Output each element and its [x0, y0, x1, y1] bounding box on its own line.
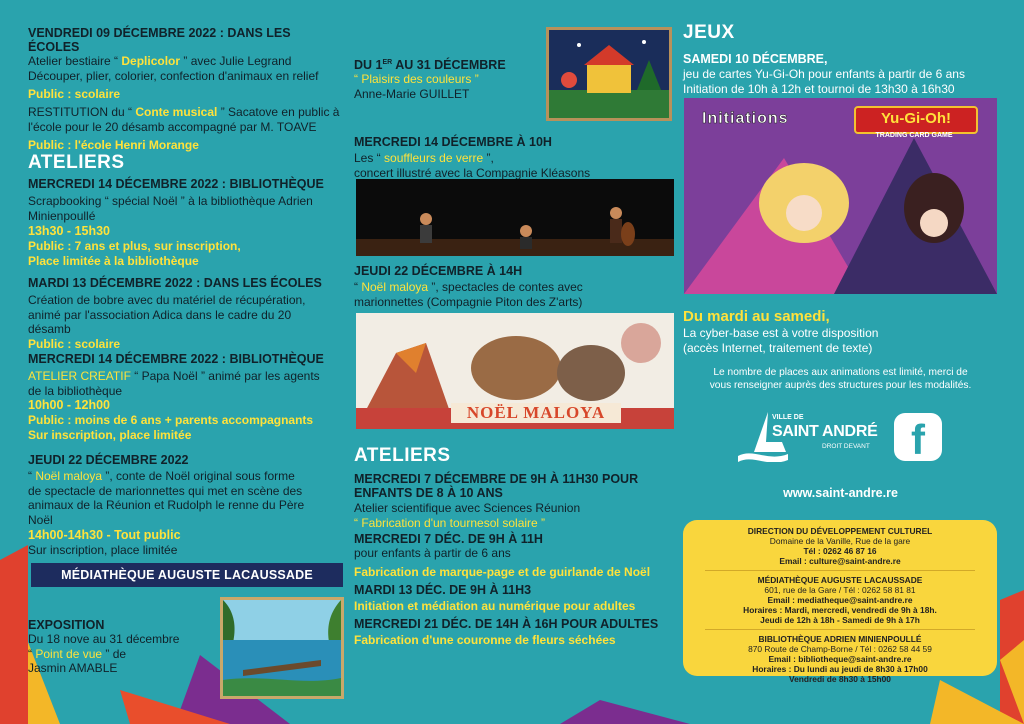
- event-title: MERCREDI 7 DÉCEMBRE DE 9H À 11H30 POUR: [354, 472, 639, 486]
- image-caption: NOËL MALOYA: [451, 403, 621, 423]
- logo-name: SAINT ANDRÉ: [772, 423, 878, 440]
- divider: [705, 629, 975, 630]
- event-line: marionnettes (Compagnie Piton des Z'arts): [354, 294, 583, 309]
- workshop-2: [354, 532, 676, 580]
- exposition-painting-image: [220, 597, 344, 699]
- event-title: EXPOSITION: [28, 618, 105, 632]
- event-line: “ Noël maloya ”, conte de Noël original sous forme: [28, 469, 295, 483]
- info-line: Domaine de la Vanille, Rue de la gare: [769, 536, 911, 546]
- section-title-ateliers: ATELIERS: [28, 152, 125, 173]
- event-line: Les “ souffleurs de verre ”,: [354, 151, 494, 165]
- event-line: concert illustré avec la Compagnie Kléasons: [354, 165, 591, 180]
- event-time: 10h00 - 12h00: [28, 398, 110, 412]
- event-line: Atelier bestiaire “ Deplicolor ” avec Julie Legrand: [28, 54, 292, 68]
- event-title: MERCREDI 14 DÉCEMBRE 2022 : BIBLIOTHÈQUE: [28, 352, 324, 366]
- event-line: Initiation de 10h à 12h et tournoi de 13h30 à 16h30: [683, 81, 955, 96]
- facebook-glyph: f: [911, 416, 925, 463]
- workshop-1: [354, 472, 676, 530]
- event-title: MERCREDI 21 DÉC. DE 14H À 16H POUR ADULTES: [354, 617, 659, 631]
- event-line: “ Point de vue ” de: [28, 646, 127, 661]
- yugioh-poster-image: [684, 98, 997, 294]
- atelier-4: [28, 453, 343, 558]
- event-author: Anne-Marie GUILLET: [354, 86, 470, 101]
- public-label: Public : scolaire: [28, 87, 121, 101]
- info-line: Jeudi de 12h à 18h - Samedi de 9h à 17h: [760, 615, 920, 625]
- facebook-icon[interactable]: [894, 413, 942, 461]
- inscription-label: Sur inscription, place limitée: [28, 543, 178, 557]
- event-line: La cyber-base est à votre disposition: [683, 326, 879, 340]
- jeux-yugioh: [683, 52, 998, 96]
- schools-event-1: [28, 26, 343, 153]
- cyber-title: Du mardi au samedi,: [683, 308, 830, 325]
- mediatheque-title: MÉDIATHÈQUE AUGUSTE LACAUSSADE: [757, 575, 923, 585]
- noel-maloya-image: [356, 313, 674, 429]
- info-line: 870 Route de Champ-Borne / Tél : 0262 58 44 59: [748, 644, 932, 654]
- website-link[interactable]: www.saint-andre.re: [783, 486, 898, 500]
- cyber-base-block: [683, 308, 998, 355]
- event-title: SAMEDI 10 DÉCEMBRE,: [683, 52, 828, 66]
- event-title: MERCREDI 14 DÉCEMBRE 2022 : BIBLIOTHÈQUE: [28, 177, 324, 191]
- email-link[interactable]: Email : culture@saint-andre.re: [779, 556, 901, 566]
- event-line: désamb: [28, 322, 71, 336]
- event-time: 14h00-14h30 - Tout public: [28, 528, 181, 542]
- email-link[interactable]: Email : bibliotheque@saint-andre.re: [768, 654, 912, 664]
- concert-souffleurs: [354, 135, 676, 180]
- event-line: Création de bobre avec du matériel de récupération,: [28, 293, 306, 307]
- event-title: DU 1ER AU 31 DÉCEMBRE: [354, 58, 506, 73]
- event-line: Atelier scientifique avec Sciences Réunion: [354, 501, 581, 515]
- yugioh-logo: Yu-Gi-Oh!: [854, 106, 978, 134]
- carousel-painting-image: [546, 27, 672, 121]
- column-left: [28, 0, 343, 724]
- event-line: ATELIER CREATIF “ Papa Noël ” animé par les agents: [28, 369, 320, 383]
- concert-photo-image: [356, 179, 674, 256]
- event-line: jeu de cartes Yu-Gi-Oh pour enfants à partir de 6 ans: [683, 67, 965, 81]
- event-title: ENFANTS DE 8 À 10 ANS: [354, 486, 503, 500]
- note-line: vous renseigner auprès des structures pour les modalités.: [709, 380, 972, 391]
- email-link[interactable]: Email : mediatheque@saint-andre.re: [767, 595, 913, 605]
- event-line: Minienpoullé: [28, 208, 96, 223]
- note-line: Le nombre de places aux animations est limité, merci de: [713, 367, 968, 378]
- event-line: de la bibliothèque: [28, 383, 123, 398]
- event-title: MARDI 13 DÉC. DE 9H À 11H3: [354, 583, 532, 597]
- divider: [705, 570, 975, 571]
- saint-andre-logo[interactable]: [738, 410, 878, 470]
- event-line: Scrapbooking “ spécial Noël ” à la bibliothèque Adrien: [28, 194, 313, 208]
- event-line: animé par l'association Adica dans le cadre du 20: [28, 307, 292, 322]
- atelier-3: [28, 352, 343, 443]
- contact-info-box: [683, 520, 997, 684]
- event-highlight: “ Fabrication d'un tournesol solaire ”: [354, 515, 546, 530]
- event-highlight: Fabrication de marque-page et de guirlande de Noël: [354, 564, 651, 579]
- direction-title: DIRECTION DU DÉVELOPPEMENT CULTUREL: [747, 526, 933, 536]
- info-line: Vendredi de 8h30 à 15h00: [789, 674, 891, 684]
- public-label: Public : l'école Henri Morange: [28, 138, 199, 152]
- event-line: de spectacle de marionnettes qui met en scène des: [28, 483, 303, 498]
- section-title-ateliers-2: ATELIERS: [354, 445, 451, 466]
- event-time: 13h30 - 15h30: [28, 224, 110, 238]
- event-line: “ Noël maloya ”, spectacles de contes avec: [354, 280, 583, 294]
- info-line: Horaires : Du lundi au jeudi de 8h30 à 17h00: [752, 664, 928, 674]
- atelier-1: [28, 177, 343, 269]
- atelier-2: [28, 276, 343, 352]
- public-label: Public : 7 ans et plus, sur inscription,: [28, 239, 241, 253]
- event-highlight: Initiation et médiation au numérique pour adultes: [354, 599, 636, 613]
- info-line: 601, rue de la Gare / Tél : 0262 58 81 81: [764, 585, 916, 595]
- workshop-3: [354, 583, 676, 614]
- event-highlight: “ Plaisirs des couleurs ”: [354, 72, 479, 87]
- event-line: Noël: [28, 512, 53, 527]
- public-label: Public : scolaire: [28, 336, 121, 351]
- event-title: JEUDI 22 DÉCEMBRE 2022: [28, 453, 189, 467]
- logo-tagline: DROIT DEVANT: [822, 443, 870, 450]
- column-middle: [354, 0, 676, 724]
- event-line: (accès Internet, traitement de texte): [683, 340, 873, 355]
- event-line: Du 18 nove au 31 décembre: [28, 632, 180, 646]
- event-line: animaux de la Réunion et Rudolph le renne du Père: [28, 498, 305, 512]
- inscription-label: Sur inscription, place limitée: [28, 428, 192, 442]
- event-title: MARDI 13 DÉCEMBRE 2022 : DANS LES ÉCOLES: [28, 276, 322, 290]
- event-highlight: Fabrication d'une couronne de fleurs séchées: [354, 633, 616, 647]
- event-title: VENDREDI 09 DÉCEMBRE 2022 : DANS LES ÉCOLES: [28, 26, 291, 54]
- info-line: Tél : 0262 46 87 16: [803, 546, 877, 556]
- event-title: MERCREDI 7 DÉC. DE 9H À 11H: [354, 532, 543, 546]
- spectacle-noel-maloya: [354, 264, 676, 309]
- section-title-jeux: JEUX: [683, 22, 735, 43]
- bibliotheque-title: BIBLIOTHÈQUE ADRIEN MINIENPOULLÉ: [758, 634, 922, 644]
- info-line: Horaires : Mardi, mercredi, vendredi de 9h à 18h.: [743, 605, 937, 615]
- image-title: Initiations: [702, 110, 789, 127]
- public-label: Public : moins de 6 ans + parents accompagnants: [28, 413, 314, 427]
- event-line: RESTITUTION du “ Conte musical ” Sacatove en public à: [28, 105, 340, 119]
- event-title: MERCREDI 14 DÉCEMBRE À 10H: [354, 135, 552, 149]
- event-line: pour enfants à partir de 6 ans: [354, 546, 511, 560]
- places-note: [683, 366, 998, 392]
- place-label: Place limitée à la bibliothèque: [28, 254, 199, 268]
- image-subtitle: TRADING CARD GAME: [875, 132, 953, 139]
- logo-ville-de: VILLE DE: [772, 414, 804, 421]
- workshop-4: [354, 617, 676, 648]
- event-title: JEUDI 22 DÉCEMBRE À 14H: [354, 264, 523, 278]
- event-line: Jasmin AMABLE: [28, 661, 118, 675]
- mediatheque-banner: MÉDIATHÈQUE AUGUSTE LACAUSSADE: [31, 563, 343, 587]
- event-line: Découper, plier, colorier, confection d'animaux en relief: [28, 68, 319, 83]
- event-line: l'école pour le 20 désamb accompagné par M. TOAVE: [28, 119, 317, 134]
